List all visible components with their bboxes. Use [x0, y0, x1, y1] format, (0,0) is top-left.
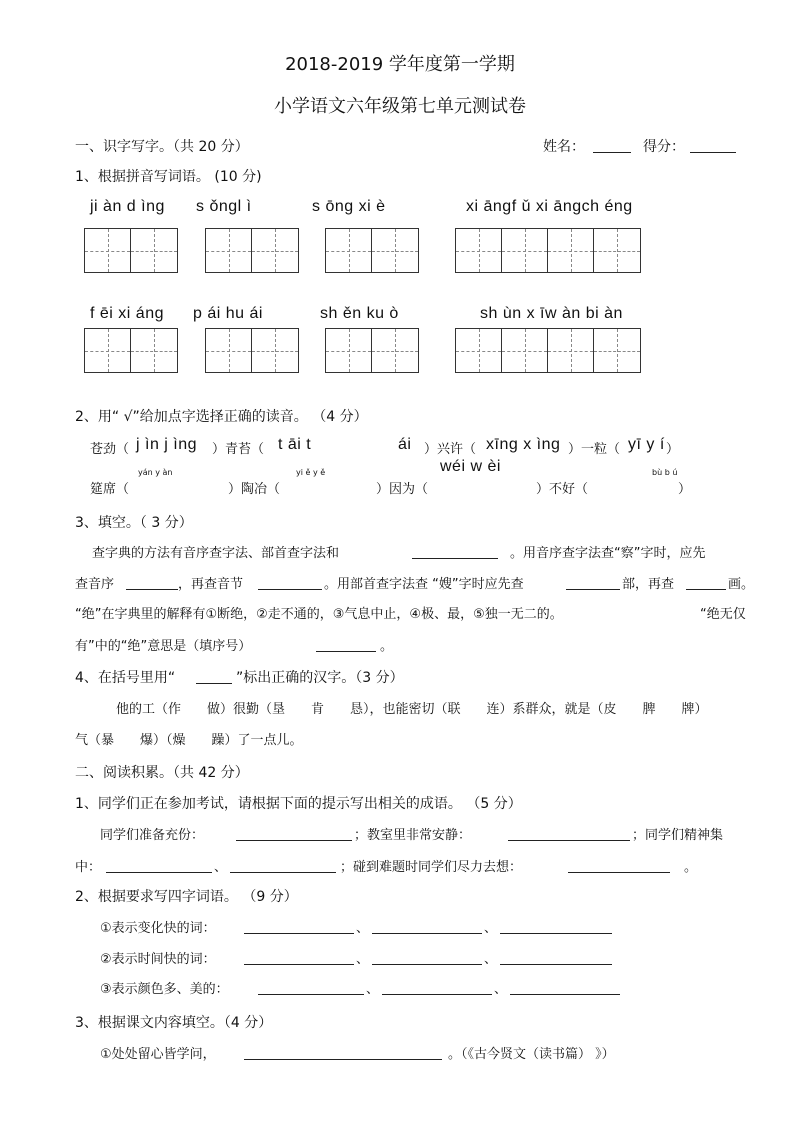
q3-blank-4[interactable] [566, 575, 620, 590]
r3-text-1a: ①处处留心皆学问， [100, 1047, 216, 1062]
q3-text-3b: “绝无仅 [700, 607, 746, 622]
r1-blank-2[interactable] [508, 826, 630, 841]
section-1-heading: 一、识字写字。（共 20 分） [75, 139, 249, 155]
q2-buhao: ）不好（ [536, 482, 589, 497]
q4-mark-sample [196, 669, 232, 684]
r3-text-1b: 。（《古今贤文（读书篇） 》） [448, 1047, 615, 1062]
q2-buhao-pinyin: bù b ú [652, 468, 678, 477]
r2-blank-3-3[interactable] [510, 980, 620, 995]
q2-yinwei-pinyin: wéi w èi [440, 458, 501, 475]
q3-text-3a: “绝”在字典里的解释有①断绝，②走不通的，③气息中止，④极、最，⑤独一无二的。 [75, 607, 563, 622]
r2-blank-1-3[interactable] [500, 919, 612, 934]
q2-qingtai: ）青苔（ [212, 442, 265, 457]
q3-blank-3[interactable] [258, 575, 322, 590]
r2-sep-2-1: 、 [356, 952, 370, 967]
q2-qingtai-pinyin-b: ái [398, 436, 412, 453]
q2-yinwei: ）因为（ [376, 482, 429, 497]
question-4-heading-a: 4、在括号里用“ [75, 670, 176, 686]
score-blank[interactable] [690, 138, 736, 153]
question-1-heading: 1、根据拼音写词语。 (10 分) [75, 169, 262, 185]
q3-text-2b: ，再查音节 [178, 577, 244, 592]
q4-line-2[interactable]: 气（暴 爆）（燥 躁）了一点儿。 [75, 733, 303, 748]
r2-blank-1-1[interactable] [244, 919, 354, 934]
pinyin-1-4: xi āngf ǔ xi āngch éng [466, 198, 633, 215]
q2-taoye-pinyin: yi ě y ě [296, 468, 326, 477]
question-2-heading: 2、用“ √”给加点字选择正确的读音。 （4 分） [75, 409, 368, 425]
r2-sep-3-1: 、 [366, 982, 380, 997]
q2-yanxi-pinyin: yán y àn [138, 468, 173, 477]
r2-blank-2-2[interactable] [372, 950, 482, 965]
q3-text-2e: 画。 [728, 577, 755, 592]
r1-blank-3[interactable] [106, 858, 212, 873]
pinyin-2-3: sh ěn ku ò [320, 305, 399, 322]
r1-text-2d: 。 [684, 860, 698, 875]
writing-grid-2-4[interactable] [455, 328, 641, 373]
reading-3-heading: 3、根据课文内容填空。（4 分） [75, 1015, 273, 1031]
writing-grid-2-3[interactable] [325, 328, 419, 373]
q2-xingxu: ）兴许（ [424, 442, 477, 457]
r2-blank-3-1[interactable] [258, 980, 364, 995]
writing-grid-2-2[interactable] [205, 328, 299, 373]
q4-line-1[interactable]: 他的工（作 做）很勤（垦 肯 恳），也能密切（联 连）系群众，就是（皮 脾 牌） [116, 702, 708, 717]
writing-grid-1-3[interactable] [325, 228, 419, 273]
q3-text-1a: 查字典的方法有音序查字法、部首查字法和 [92, 546, 340, 561]
question-4-heading-b: ”标出正确的汉字。（3 分） [236, 670, 404, 686]
q2-yili-pinyin: yī y í [628, 436, 665, 453]
q2-buhao-close: ） [678, 482, 692, 497]
pinyin-2-4: sh ùn x īw àn bi àn [480, 305, 623, 322]
r2-blank-2-1[interactable] [244, 950, 354, 965]
r1-text-1c: ；同学们精神集 [632, 828, 724, 843]
r1-text-1b: ；教室里非常安静： [354, 828, 472, 843]
reading-2-heading: 2、根据要求写四字词语。 （9 分） [75, 889, 298, 905]
r2-blank-3-2[interactable] [382, 980, 492, 995]
q2-canjin-pinyin: j ìn j ìng [136, 436, 198, 453]
q2-canjin: 苍劲（ [90, 442, 130, 457]
q3-text-1b: 。用音序查字法查“察”字时，应先 [510, 546, 706, 561]
q3-text-2d: 部，再查 [622, 577, 675, 592]
pinyin-1-3: s ōng xi è [312, 198, 386, 215]
writing-grid-1-2[interactable] [205, 228, 299, 273]
reading-1-heading: 1、同学们正在参加考试，请根据下面的提示写出相关的成语。 （5 分） [75, 796, 522, 812]
r2-sep-2-2: 、 [484, 952, 498, 967]
section-2-heading: 二、阅读积累。（共 42 分） [75, 765, 249, 781]
q3-blank-1[interactable] [412, 544, 498, 559]
name-label: 姓名： [543, 139, 585, 155]
pinyin-2-2: p ái hu ái [193, 305, 263, 322]
r2-sep-3-2: 、 [494, 982, 508, 997]
q2-yili-close: ） [666, 442, 680, 457]
r2-sep-1-1: 、 [356, 921, 370, 936]
r2-sep-1-2: 、 [484, 921, 498, 936]
r1-blank-4[interactable] [230, 858, 336, 873]
writing-grid-2-1[interactable] [84, 328, 178, 373]
q3-text-4a: 有”中的“绝”意思是（填序号） [75, 639, 252, 654]
r2-item-2: ②表示时间快的词： [100, 952, 216, 967]
q3-blank-2[interactable] [126, 575, 178, 590]
exam-title: 小学语文六年级第七单元测试卷 [274, 96, 526, 117]
q2-xingxu-pinyin: xīng x ìng [486, 436, 561, 453]
name-blank[interactable] [593, 138, 631, 153]
pinyin-1-1: ji àn d ìng [90, 198, 165, 215]
q3-text-2a: 查音序 [75, 577, 115, 592]
pinyin-2-1: f ēi xi áng [90, 305, 164, 322]
q2-taoye: ）陶冶（ [228, 482, 281, 497]
q3-blank-5[interactable] [686, 575, 726, 590]
score-label: 得分： [643, 139, 685, 155]
r1-blank-1[interactable] [236, 826, 352, 841]
q3-blank-6[interactable] [316, 637, 376, 652]
writing-grid-1-1[interactable] [84, 228, 178, 273]
q3-text-4b: 。 [380, 639, 394, 654]
r2-item-1: ①表示变化快的词： [100, 921, 216, 936]
r1-text-1a: 同学们准备充份： [100, 828, 205, 843]
pinyin-1-2: s ǒngl ì [196, 198, 252, 215]
r2-blank-1-2[interactable] [372, 919, 482, 934]
exam-title-year: 2018-2019 学年度第一学期 [285, 54, 515, 75]
r2-blank-2-3[interactable] [500, 950, 612, 965]
r1-blank-5[interactable] [568, 858, 670, 873]
r2-item-3: ③表示颜色多、美的： [100, 982, 229, 997]
q2-qingtai-pinyin: t āi t [278, 436, 312, 453]
r1-text-2c: ；碰到难题时同学们尽力去想： [340, 860, 523, 875]
q3-text-2c: 。用部首查字法查 “嫂”字时应先查 [324, 577, 524, 592]
question-3-heading: 3、填空。（ 3 分） [75, 515, 193, 531]
q2-yili: ）一粒（ [568, 442, 621, 457]
r1-text-2a: 中： [75, 860, 102, 875]
writing-grid-1-4[interactable] [455, 228, 641, 273]
r3-blank-1[interactable] [244, 1045, 442, 1060]
q2-yanxi: 筵席（ [90, 482, 130, 497]
r1-text-2b: 、 [214, 860, 228, 875]
